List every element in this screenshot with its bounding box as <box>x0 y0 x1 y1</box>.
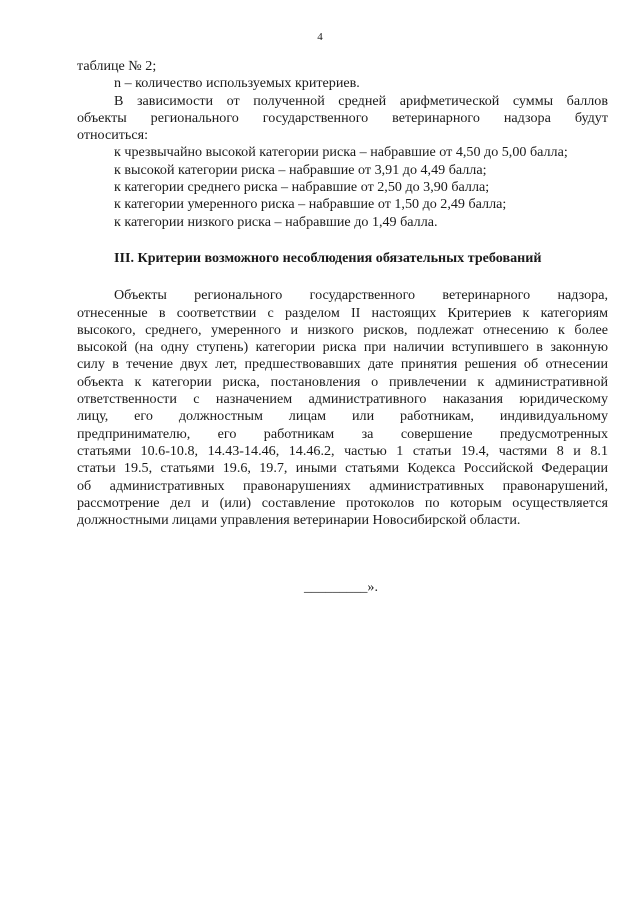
section-line-5: силу в течение двух лет, предшествовавших дате принятия решения об отнесении <box>77 356 608 373</box>
page-number: 4 <box>317 31 323 43</box>
section-line-13: рассмотрение дел и (или) составление протоколов по которым осуществляется <box>77 494 608 511</box>
categories-paragraph-line-2: объекты регионального государственного ветеринарного надзора будут <box>77 109 608 126</box>
category-item-high: к высокой категории риска – набравшие от 3,91 до 4,49 балла; <box>114 161 487 178</box>
section-line-14: должностными лицами управления ветеринарии Новосибирской области. <box>77 512 521 529</box>
section-line-9: предпринимателю, его работникам за совершение предусмотренных <box>77 425 608 442</box>
intro-line-2: n – количество используемых критериев. <box>114 75 360 92</box>
section-line-12: об административных правонарушениях административных правонарушений, <box>77 477 608 494</box>
intro-line-1: таблице № 2; <box>77 58 157 74</box>
section-line-1: Объекты регионального государственного ветеринарного надзора, <box>114 287 608 304</box>
document-body <box>77 58 608 529</box>
category-item-medium: к категории среднего риска – набравшие от 2,50 до 3,90 балла; <box>114 179 490 196</box>
document-ending: _________». <box>304 579 378 595</box>
section-line-11: статьи 19.5, статьями 19.6, 19.7, иными статьями Кодекса Российской Федерации <box>77 460 608 477</box>
section-line-4: высокой (на одну ступень) категории риска при наличии вступившего в законную <box>77 339 608 356</box>
section-line-10: статьями 10.6-10.8, 14.43-14.46, 14.46.2, частью 1 статьи 19.4, частями 8 и 8.1 <box>77 442 608 459</box>
category-item-low: к категории низкого риска – набравшие до 1,49 балла. <box>114 213 438 230</box>
section-paragraph <box>77 287 608 529</box>
section-line-7: ответственности с назначением административного наказания юридическому <box>77 391 608 408</box>
category-item-extreme: к чрезвычайно высокой категории риска – набравшие от 4,50 до 5,00 балла; <box>114 144 568 161</box>
section-line-2: отнесенные в соответствии с разделом II настоящих Критериев к категориям <box>77 304 608 321</box>
section-line-6: объекта к категории риска, постановления о привлечении к административной <box>77 373 608 390</box>
categories-paragraph-line-1: В зависимости от полученной средней арифметической суммы баллов <box>114 92 608 109</box>
section-line-8: лицу, его должностным лицам или работникам, индивидуальному <box>77 408 608 425</box>
category-item-moderate: к категории умеренного риска – набравшие от 1,50 до 2,49 балла; <box>114 196 507 213</box>
section-heading: III. Критерии возможного несоблюдения обязательных требований <box>114 249 542 266</box>
categories-paragraph-line-3: относиться: <box>77 127 148 144</box>
section-line-3: высокого, среднего, умеренного и низкого рисков, подлежат отнесению к более <box>77 321 608 338</box>
